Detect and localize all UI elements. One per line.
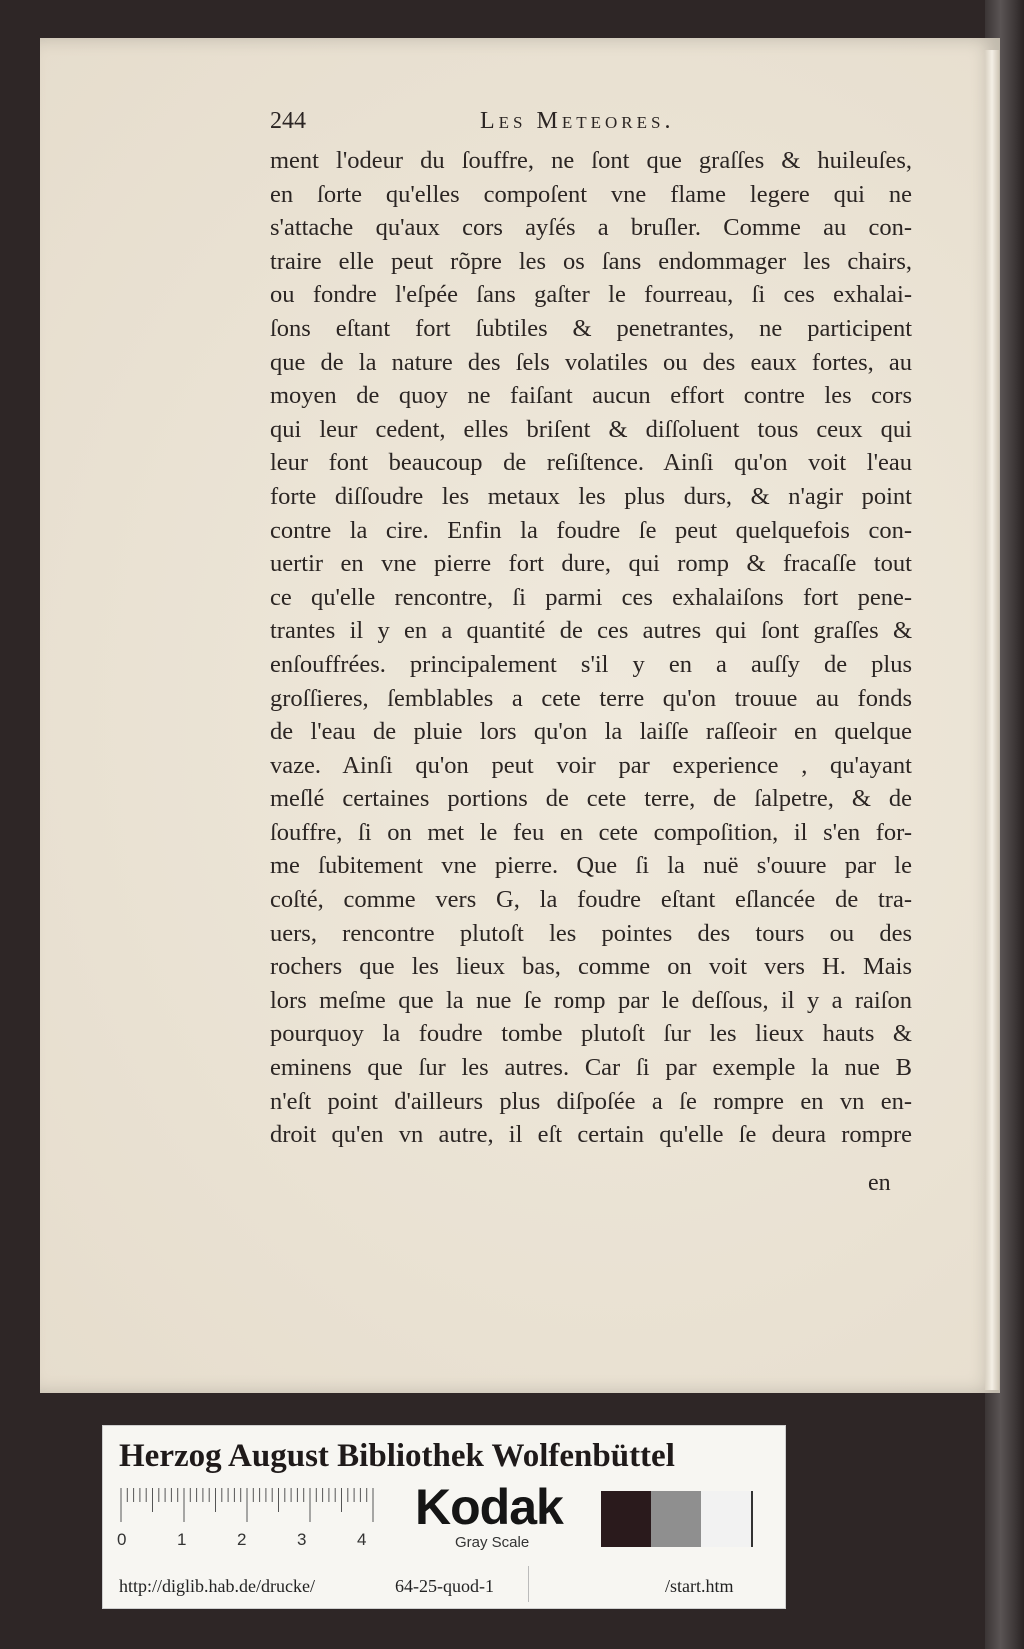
text-line: forte diſſoudre les metaux les plus durs, & n'agir point (270, 482, 912, 510)
ruler-labels (117, 1530, 387, 1552)
text-line: en ſorte qu'elles compoſent vne flame legere qui ne (270, 180, 912, 208)
text-line: coſté, comme vers G, la foudre eſtant eſlancée de tra- (270, 886, 912, 914)
text-line: me ſubitement vne pierre. Que ſi la nuë s'ouure par le (270, 852, 912, 880)
text-line: ſons eſtant fort ſubtiles & penetrantes, ne participent (270, 314, 912, 342)
ruler-label: 1 (177, 1530, 187, 1549)
text-line: s'attache qu'aux cors ayſés a bruſler. Comme au con- (270, 214, 912, 242)
text-line: pourquoy la foudre tombe plutoſt ſur les lieux hauts & (270, 1020, 912, 1048)
ruler-label: 3 (297, 1530, 307, 1549)
gray-patch (701, 1491, 753, 1547)
url-part-base: http://diglib.hab.de/drucke/ (119, 1576, 315, 1596)
text-line: ſouffre, ſi on met le feu en cete compoſition, il s'en for- (270, 818, 912, 846)
ruler-scale (119, 1488, 381, 1522)
text-line: contre la cire. Enfin la foudre ſe peut quelquefois con- (270, 516, 912, 544)
gray-scale-patches (601, 1491, 751, 1547)
library-color-card (102, 1425, 786, 1609)
text-line: ce qu'elle rencontre, ſi parmi ces exhalaiſons fort pene- (270, 583, 912, 611)
page-edge (985, 50, 999, 1390)
url-part-id: 64-25-quod-1 (395, 1576, 494, 1596)
text-line: enſouffrées. principalement s'il y en a auſſy de plus (270, 650, 912, 678)
text-line: que de la nature des ſels volatiles ou des eaux fortes, au (270, 348, 912, 376)
text-line: trantes il y en a quantité de ces autres qui ſont graſſes & (270, 617, 912, 645)
text-line: uertir en vne pierre fort dure, qui romp & fracaſſe tout (270, 550, 912, 578)
page-header-title: Les Meteores. (480, 108, 675, 134)
text-line: meſlé certaines portions de cete terre, de ſalpetre, & de (270, 785, 912, 813)
text-line: ou fondre l'eſpée ſans gaſter le fourreau, ſi ces exhalai- (270, 281, 912, 309)
text-line: traire elle peut rõpre les os ſans endommager les chairs, (270, 247, 912, 275)
url-row (119, 1576, 769, 1600)
ruler-label: 0 (117, 1530, 127, 1549)
text-line: n'eſt point d'ailleurs plus diſpoſée a ſe rompre en vn en- (270, 1087, 912, 1115)
text-line: leur font beaucoup de reſiſtence. Ainſi qu'on voit l'eau (270, 449, 912, 477)
text-line: groſſieres, ſemblables a cete terre qu'on trouue au fonds (270, 684, 912, 712)
gray-scale-label: Gray Scale (455, 1534, 530, 1551)
gray-patch (601, 1491, 651, 1547)
ruler-label: 2 (237, 1530, 247, 1549)
text-line: ment l'odeur du ſouffre, ne ſont que graſſes & huileuſes, (270, 147, 912, 174)
text-line: vaze. Ainſi qu'on peut voir par experience , qu'ayant (270, 751, 912, 779)
library-name: Herzog August Bibliothek Wolfenbüttel (119, 1438, 675, 1474)
text-line: de l'eau de pluie lors qu'on la laiſſe raſſeoir en quelque (270, 718, 912, 746)
catchword: en (868, 1170, 891, 1196)
kodak-logo: Kodak (415, 1479, 563, 1535)
text-line: eminens que ſur les autres. Car ſi par exemple la nue B (270, 1054, 912, 1082)
text-line: rochers que les lieux bas, comme on voit vers H. Mais (270, 953, 912, 981)
text-line: uers, rencontre plutoſt les pointes des tours ou des (270, 919, 912, 947)
body-text (270, 144, 912, 1152)
text-line: lors meſme que la nue ſe romp par le deſſous, il y a raiſon (270, 986, 912, 1014)
gray-patch (651, 1491, 701, 1547)
text-line: droit qu'en vn autre, il eſt certain qu'elle ſe deura rompre (270, 1121, 912, 1149)
text-line: qui leur cedent, elles briſent & diſſoluent tous ceux qui (270, 415, 912, 443)
ruler-label: 4 (357, 1530, 367, 1549)
text-line: moyen de quoy ne faiſant aucun effort contre les cors (270, 382, 912, 410)
url-part-page: /start.htm (665, 1576, 734, 1596)
running-head (270, 108, 910, 142)
page-number: 244 (270, 108, 306, 134)
